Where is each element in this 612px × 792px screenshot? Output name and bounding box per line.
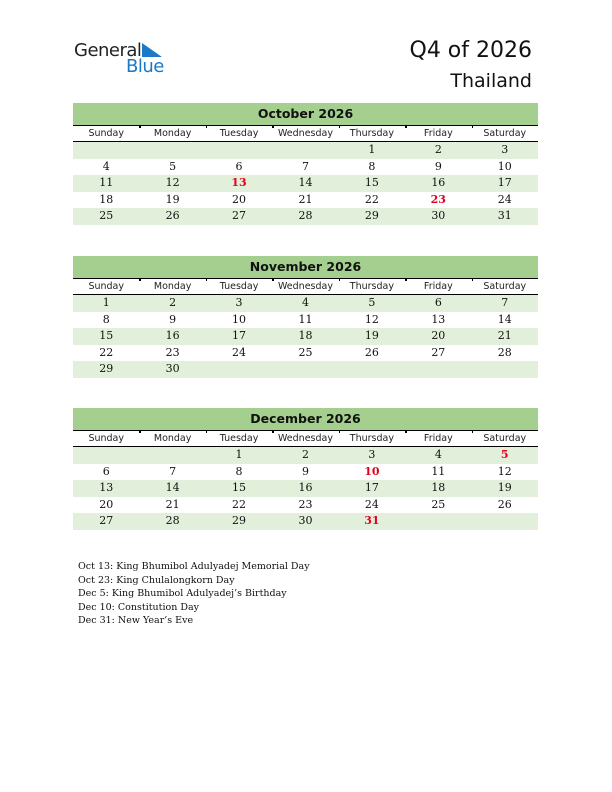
date-cell: 28 (497, 345, 512, 359)
day-name: Thursday (349, 128, 394, 139)
date-cell: 4 (102, 159, 110, 173)
date-cell: 7 (301, 159, 309, 173)
date-cell: 28 (165, 514, 180, 527)
date-cell: 30 (431, 209, 446, 222)
date-cell: 25 (298, 345, 313, 359)
date-cell: 3 (368, 448, 376, 461)
date-cell: 24 (364, 497, 379, 511)
date-cell: 12 (497, 464, 512, 478)
week-row (73, 312, 538, 329)
divider-tick (206, 125, 208, 128)
month-calendar (73, 103, 538, 225)
date-cell: 24 (497, 192, 512, 206)
holiday-note: Dec 31: New Year’s Eve (78, 615, 194, 626)
page-title: Q4 of 2026 (409, 38, 532, 63)
week-row (73, 159, 538, 176)
logo-blue: Blue (126, 56, 164, 77)
date-cell (206, 142, 272, 159)
date-cell: 25 (431, 497, 446, 511)
date-cell: 19 (497, 481, 512, 494)
day-names-row (73, 125, 538, 142)
date-cell: 21 (497, 329, 512, 342)
week-row (73, 513, 538, 530)
holiday-date: 10 (364, 464, 380, 478)
date-cell (139, 142, 205, 159)
day-name: Saturday (483, 128, 527, 139)
holiday-date: 31 (364, 514, 380, 527)
date-cell: 12 (165, 176, 180, 189)
holiday-date: 23 (430, 192, 446, 206)
divider-tick (206, 278, 208, 281)
day-name: Tuesday (219, 281, 259, 292)
date-cell: 18 (99, 192, 114, 206)
date-cell: 2 (169, 296, 177, 309)
date-cell (405, 513, 471, 530)
week-row (73, 295, 538, 312)
date-cell (405, 361, 471, 378)
date-cell: 26 (364, 345, 379, 359)
date-cell: 3 (235, 296, 243, 309)
month-calendar (73, 256, 538, 378)
divider-tick (272, 430, 274, 433)
day-names-row (73, 430, 538, 447)
date-cell: 1 (102, 296, 110, 309)
day-name: Sunday (88, 281, 124, 292)
date-cell: 13 (431, 312, 446, 326)
date-cell: 7 (169, 464, 177, 478)
date-cell: 6 (235, 159, 243, 173)
date-cell: 30 (165, 362, 180, 375)
divider-tick (339, 125, 341, 128)
divider-tick (206, 430, 208, 433)
divider-tick (139, 430, 141, 433)
date-cell: 20 (99, 497, 114, 511)
holiday-note: Dec 5: King Bhumibol Adulyadej’s Birthday (78, 588, 287, 599)
date-cell: 12 (364, 312, 379, 326)
date-cell: 8 (102, 312, 110, 326)
date-cell: 10 (232, 312, 247, 326)
holiday-date: 13 (231, 176, 247, 189)
week-row (73, 192, 538, 209)
date-cell: 24 (232, 345, 247, 359)
date-cell (73, 142, 139, 159)
divider-tick (405, 430, 407, 433)
day-name: Friday (423, 433, 453, 444)
day-name: Thursday (349, 433, 394, 444)
date-cell: 4 (434, 448, 442, 461)
week-row (73, 208, 538, 225)
day-name: Sunday (88, 433, 124, 444)
date-cell: 6 (434, 296, 442, 309)
day-name: Saturday (483, 281, 527, 292)
date-cell: 18 (298, 329, 313, 342)
date-cell: 2 (434, 143, 442, 156)
date-cell: 15 (99, 329, 114, 342)
date-cell: 29 (99, 362, 114, 375)
day-name: Sunday (88, 128, 124, 139)
week-row (73, 447, 538, 464)
month-title: December 2026 (73, 408, 538, 430)
date-cell: 5 (169, 159, 177, 173)
date-cell: 29 (364, 209, 379, 222)
day-name: Monday (153, 281, 192, 292)
month-calendar (73, 408, 538, 530)
holiday-note: Oct 13: King Bhumibol Adulyadej Memorial Day (78, 561, 310, 572)
date-cell (139, 447, 205, 464)
date-cell (472, 361, 538, 378)
day-name: Saturday (483, 433, 527, 444)
divider-tick (339, 278, 341, 281)
date-cell: 18 (431, 481, 446, 494)
date-cell: 11 (99, 176, 114, 189)
divider-tick (405, 278, 407, 281)
month-title: November 2026 (73, 256, 538, 278)
date-cell: 4 (301, 296, 309, 309)
date-cell (272, 361, 338, 378)
date-cell: 19 (165, 192, 180, 206)
date-cell: 11 (431, 464, 446, 478)
month-title: October 2026 (73, 103, 538, 125)
holiday-date: 5 (500, 448, 509, 461)
holiday-notes (78, 560, 310, 628)
divider-tick (272, 278, 274, 281)
date-cell: 25 (99, 209, 114, 222)
day-name: Wednesday (277, 433, 333, 444)
day-name: Monday (153, 128, 192, 139)
date-cell: 23 (298, 497, 313, 511)
week-row (73, 142, 538, 159)
date-cell: 20 (431, 329, 446, 342)
date-cell: 8 (368, 159, 376, 173)
date-cell: 1 (368, 143, 376, 156)
date-cell: 21 (165, 497, 180, 511)
date-cell: 22 (99, 345, 114, 359)
date-cell: 22 (364, 192, 379, 206)
date-cell: 14 (298, 176, 313, 189)
day-name: Friday (423, 281, 453, 292)
divider-tick (472, 125, 474, 128)
week-row (73, 361, 538, 378)
week-row (73, 480, 538, 497)
date-cell: 2 (301, 448, 309, 461)
day-name: Monday (153, 433, 192, 444)
date-cell: 13 (99, 481, 114, 494)
country-name: Thailand (450, 70, 532, 92)
date-cell: 31 (497, 209, 512, 222)
divider-tick (405, 125, 407, 128)
day-name: Thursday (349, 281, 394, 292)
date-cell (206, 361, 272, 378)
date-cell: 7 (501, 296, 509, 309)
divider-tick (472, 430, 474, 433)
date-cell: 21 (298, 192, 313, 206)
date-cell: 17 (364, 481, 379, 494)
divider-tick (139, 125, 141, 128)
holiday-note: Dec 10: Constitution Day (78, 601, 200, 613)
date-cell: 8 (235, 464, 243, 478)
date-cell: 3 (501, 143, 509, 156)
date-cell: 9 (169, 312, 177, 326)
date-cell: 26 (497, 497, 512, 511)
date-cell: 11 (298, 312, 313, 326)
date-cell: 16 (165, 329, 180, 342)
date-cell: 9 (301, 464, 309, 478)
date-cell: 10 (497, 159, 512, 173)
date-cell: 19 (364, 329, 379, 342)
day-name: Wednesday (277, 281, 333, 292)
date-cell: 14 (165, 481, 180, 494)
divider-tick (272, 125, 274, 128)
week-row (73, 328, 538, 345)
date-cell: 28 (298, 209, 313, 222)
day-name: Friday (423, 128, 453, 139)
date-cell (73, 447, 139, 464)
date-cell: 14 (497, 312, 512, 326)
date-cell: 27 (431, 345, 446, 359)
date-cell (472, 513, 538, 530)
divider-tick (339, 430, 341, 433)
holiday-note: Oct 23: King Chulalongkorn Day (78, 574, 235, 586)
day-name: Tuesday (219, 433, 259, 444)
week-row (73, 345, 538, 362)
date-cell: 9 (434, 159, 442, 173)
date-cell: 1 (235, 448, 243, 461)
date-cell: 27 (99, 514, 114, 527)
date-cell: 16 (431, 176, 446, 189)
date-cell: 27 (232, 209, 247, 222)
date-cell: 20 (232, 192, 247, 206)
date-cell (339, 361, 405, 378)
divider-tick (472, 278, 474, 281)
date-cell (272, 142, 338, 159)
date-cell: 15 (232, 481, 247, 494)
date-cell: 17 (232, 329, 247, 342)
week-row (73, 497, 538, 514)
date-cell: 22 (232, 497, 247, 511)
divider-tick (139, 278, 141, 281)
date-cell: 17 (497, 176, 512, 189)
week-row (73, 464, 538, 481)
date-cell: 30 (298, 514, 313, 527)
date-cell: 26 (165, 209, 180, 222)
logo-general: General (74, 40, 142, 61)
week-row (73, 175, 538, 192)
date-cell: 29 (232, 514, 247, 527)
day-names-row (73, 278, 538, 295)
date-cell: 15 (364, 176, 379, 189)
date-cell: 6 (102, 464, 110, 478)
date-cell: 16 (298, 481, 313, 494)
date-cell: 5 (368, 296, 376, 309)
day-name: Wednesday (277, 128, 333, 139)
day-name: Tuesday (219, 128, 259, 139)
date-cell: 23 (165, 345, 180, 359)
